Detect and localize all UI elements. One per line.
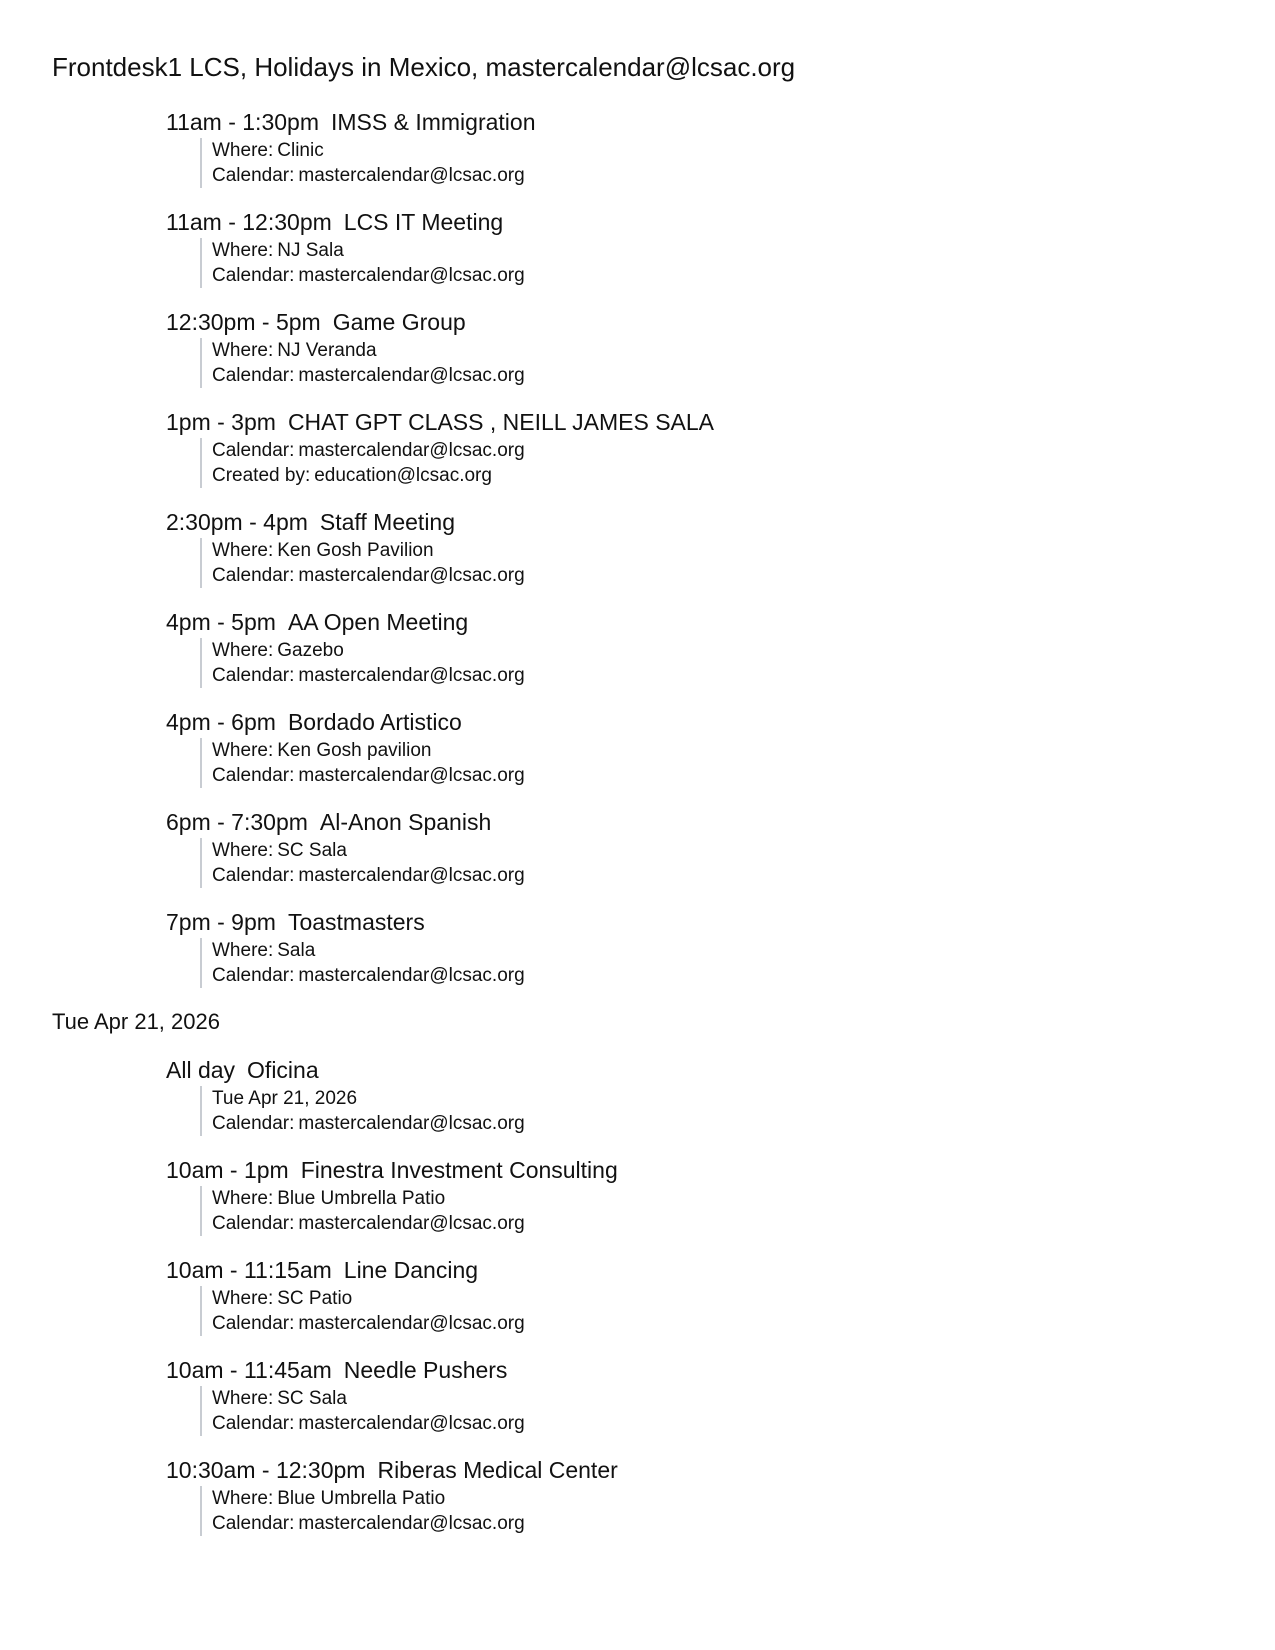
event-title-line bbox=[166, 1056, 1275, 1084]
detail-value: Blue Umbrella Patio bbox=[277, 1188, 446, 1209]
event-time: 4pm - 6pm bbox=[166, 709, 276, 735]
event-detail-where bbox=[212, 738, 1275, 763]
event-detail-date bbox=[212, 1086, 1275, 1111]
detail-value: Tue Apr 21, 2026 bbox=[212, 1088, 358, 1109]
detail-label: Where: bbox=[212, 540, 274, 561]
detail-label: Calendar: bbox=[212, 965, 295, 986]
event-title[interactable]: Toastmasters bbox=[287, 909, 425, 935]
event-details bbox=[200, 538, 1275, 588]
detail-label: Where: bbox=[212, 1488, 274, 1509]
event-detail-calendar bbox=[212, 1511, 1275, 1536]
event-details bbox=[200, 1286, 1275, 1336]
detail-label: Calendar: bbox=[212, 565, 295, 586]
detail-value: Ken Gosh Pavilion bbox=[277, 540, 434, 561]
event-detail-where bbox=[212, 838, 1275, 863]
event-detail-calendar bbox=[212, 1411, 1275, 1436]
event-title-line bbox=[166, 308, 1275, 336]
event-details bbox=[200, 438, 1275, 488]
detail-value: Blue Umbrella Patio bbox=[277, 1488, 446, 1509]
calendar-header-title: Frontdesk1 LCS, Holidays in Mexico, mastercalendar@lcsac.org bbox=[52, 52, 796, 82]
event-detail-where bbox=[212, 138, 1275, 163]
detail-label: Where: bbox=[212, 640, 274, 661]
detail-label: Calendar: bbox=[212, 440, 295, 461]
event-detail-where bbox=[212, 538, 1275, 563]
event-title[interactable]: LCS IT Meeting bbox=[343, 209, 504, 235]
event-time: 7pm - 9pm bbox=[166, 909, 276, 935]
event-detail-calendar bbox=[212, 563, 1275, 588]
event-item[interactable] bbox=[166, 1456, 1275, 1556]
event-time: 10:30am - 12:30pm bbox=[166, 1457, 366, 1483]
detail-label: Where: bbox=[212, 340, 274, 361]
event-time: 10am - 11:15am bbox=[166, 1257, 332, 1283]
event-detail-created-by bbox=[212, 463, 1275, 488]
detail-label: Where: bbox=[212, 1388, 274, 1409]
event-title-line bbox=[166, 1456, 1275, 1484]
detail-label: Calendar: bbox=[212, 365, 295, 386]
event-title[interactable]: Oficina bbox=[247, 1057, 319, 1083]
detail-label: Calendar: bbox=[212, 1313, 295, 1334]
event-title[interactable]: IMSS & Immigration bbox=[330, 109, 536, 135]
event-title[interactable]: Game Group bbox=[332, 309, 466, 335]
detail-value: mastercalendar@lcsac.org bbox=[298, 165, 525, 186]
detail-label: Calendar: bbox=[212, 265, 295, 286]
detail-value: education@lcsac.org bbox=[314, 465, 492, 486]
event-title[interactable]: Bordado Artistico bbox=[287, 709, 462, 735]
event-time: 10am - 1pm bbox=[166, 1157, 289, 1183]
detail-label: Where: bbox=[212, 940, 274, 961]
event-item[interactable] bbox=[166, 608, 1275, 708]
detail-label: Where: bbox=[212, 240, 274, 261]
event-title[interactable]: Riberas Medical Center bbox=[377, 1457, 618, 1483]
event-detail-calendar bbox=[212, 363, 1275, 388]
event-title-line bbox=[166, 1156, 1275, 1184]
event-item[interactable] bbox=[166, 908, 1275, 1008]
detail-value: mastercalendar@lcsac.org bbox=[298, 265, 525, 286]
event-title-line bbox=[166, 208, 1275, 236]
event-item[interactable] bbox=[166, 1156, 1275, 1256]
event-details bbox=[200, 1186, 1275, 1236]
detail-value: mastercalendar@lcsac.org bbox=[298, 665, 525, 686]
detail-value: mastercalendar@lcsac.org bbox=[298, 965, 525, 986]
event-details bbox=[200, 1486, 1275, 1536]
event-title-line bbox=[166, 1356, 1275, 1384]
detail-value: mastercalendar@lcsac.org bbox=[298, 765, 525, 786]
event-time: 11am - 1:30pm bbox=[166, 109, 319, 135]
event-details bbox=[200, 638, 1275, 688]
detail-label: Calendar: bbox=[212, 765, 295, 786]
detail-value: mastercalendar@lcsac.org bbox=[298, 1313, 525, 1334]
event-details bbox=[200, 238, 1275, 288]
detail-label: Calendar: bbox=[212, 1513, 295, 1534]
event-detail-calendar bbox=[212, 663, 1275, 688]
event-detail-where bbox=[212, 1186, 1275, 1211]
event-item[interactable] bbox=[166, 308, 1275, 408]
event-item[interactable] bbox=[166, 408, 1275, 508]
event-title[interactable]: AA Open Meeting bbox=[287, 609, 469, 635]
event-details bbox=[200, 338, 1275, 388]
detail-value: mastercalendar@lcsac.org bbox=[298, 865, 525, 886]
event-title[interactable]: Line Dancing bbox=[343, 1257, 479, 1283]
event-detail-calendar bbox=[212, 1311, 1275, 1336]
detail-value: NJ Sala bbox=[277, 240, 344, 261]
detail-label: Calendar: bbox=[212, 865, 295, 886]
event-details bbox=[200, 1086, 1275, 1136]
event-detail-where bbox=[212, 938, 1275, 963]
event-time: 4pm - 5pm bbox=[166, 609, 276, 635]
event-title[interactable]: Al-Anon Spanish bbox=[319, 809, 492, 835]
event-time: 10am - 11:45am bbox=[166, 1357, 332, 1383]
event-title[interactable]: Staff Meeting bbox=[319, 509, 456, 535]
event-item[interactable] bbox=[166, 1056, 1275, 1156]
event-title-line bbox=[166, 908, 1275, 936]
event-item[interactable] bbox=[166, 208, 1275, 308]
event-title-line bbox=[166, 608, 1275, 636]
detail-value: SC Sala bbox=[277, 1388, 347, 1409]
event-details bbox=[200, 1386, 1275, 1436]
event-detail-where bbox=[212, 1286, 1275, 1311]
event-time: 1pm - 3pm bbox=[166, 409, 276, 435]
event-item[interactable] bbox=[166, 508, 1275, 608]
event-title[interactable]: Needle Pushers bbox=[343, 1357, 508, 1383]
event-time: 2:30pm - 4pm bbox=[166, 509, 308, 535]
event-time: 6pm - 7:30pm bbox=[166, 809, 308, 835]
date-heading: Tue Apr 21, 2026 bbox=[52, 1009, 220, 1034]
event-time: All day bbox=[166, 1057, 236, 1083]
event-detail-calendar bbox=[212, 163, 1275, 188]
event-detail-where bbox=[212, 1486, 1275, 1511]
event-time: 12:30pm - 5pm bbox=[166, 309, 321, 335]
event-title[interactable]: Finestra Investment Consulting bbox=[300, 1157, 618, 1183]
agenda-list bbox=[0, 108, 1275, 1556]
detail-label: Where: bbox=[212, 1288, 274, 1309]
event-time: 11am - 12:30pm bbox=[166, 209, 332, 235]
event-detail-calendar bbox=[212, 438, 1275, 463]
detail-value: mastercalendar@lcsac.org bbox=[298, 565, 525, 586]
detail-label: Calendar: bbox=[212, 1113, 295, 1134]
detail-label: Created by: bbox=[212, 465, 311, 486]
event-item[interactable] bbox=[166, 108, 1275, 208]
event-title-line bbox=[166, 1256, 1275, 1284]
detail-label: Where: bbox=[212, 740, 274, 761]
event-details bbox=[200, 738, 1275, 788]
event-detail-calendar bbox=[212, 263, 1275, 288]
detail-label: Where: bbox=[212, 1188, 274, 1209]
detail-value: mastercalendar@lcsac.org bbox=[298, 440, 525, 461]
event-title-line bbox=[166, 808, 1275, 836]
detail-value: Sala bbox=[277, 940, 316, 961]
detail-label: Calendar: bbox=[212, 1413, 295, 1434]
detail-label: Where: bbox=[212, 140, 274, 161]
detail-value: Gazebo bbox=[277, 640, 344, 661]
event-title-line bbox=[166, 708, 1275, 736]
detail-value: mastercalendar@lcsac.org bbox=[298, 365, 525, 386]
event-detail-calendar bbox=[212, 1211, 1275, 1236]
event-item[interactable] bbox=[166, 1356, 1275, 1456]
event-title[interactable]: CHAT GPT CLASS , NEILL JAMES SALA bbox=[287, 409, 715, 435]
detail-value: mastercalendar@lcsac.org bbox=[298, 1113, 525, 1134]
event-detail-calendar bbox=[212, 763, 1275, 788]
event-detail-calendar bbox=[212, 963, 1275, 988]
detail-value: Ken Gosh pavilion bbox=[277, 740, 432, 761]
event-item[interactable] bbox=[166, 808, 1275, 908]
event-details bbox=[200, 138, 1275, 188]
event-detail-where bbox=[212, 1386, 1275, 1411]
detail-value: Clinic bbox=[277, 140, 324, 161]
detail-value: mastercalendar@lcsac.org bbox=[298, 1413, 525, 1434]
event-detail-where bbox=[212, 338, 1275, 363]
detail-label: Calendar: bbox=[212, 1213, 295, 1234]
event-title-line bbox=[166, 408, 1275, 436]
detail-label: Where: bbox=[212, 840, 274, 861]
event-item[interactable] bbox=[166, 1256, 1275, 1356]
event-details bbox=[200, 838, 1275, 888]
detail-value: mastercalendar@lcsac.org bbox=[298, 1513, 525, 1534]
event-detail-calendar bbox=[212, 863, 1275, 888]
event-title-line bbox=[166, 108, 1275, 136]
detail-value: SC Patio bbox=[277, 1288, 353, 1309]
event-details bbox=[200, 938, 1275, 988]
detail-label: Calendar: bbox=[212, 165, 295, 186]
event-detail-where bbox=[212, 638, 1275, 663]
detail-value: NJ Veranda bbox=[277, 340, 377, 361]
detail-value: SC Sala bbox=[277, 840, 347, 861]
detail-value: mastercalendar@lcsac.org bbox=[298, 1213, 525, 1234]
event-detail-where bbox=[212, 238, 1275, 263]
event-title-line bbox=[166, 508, 1275, 536]
event-detail-calendar bbox=[212, 1111, 1275, 1136]
detail-label: Calendar: bbox=[212, 665, 295, 686]
event-item[interactable] bbox=[166, 708, 1275, 808]
